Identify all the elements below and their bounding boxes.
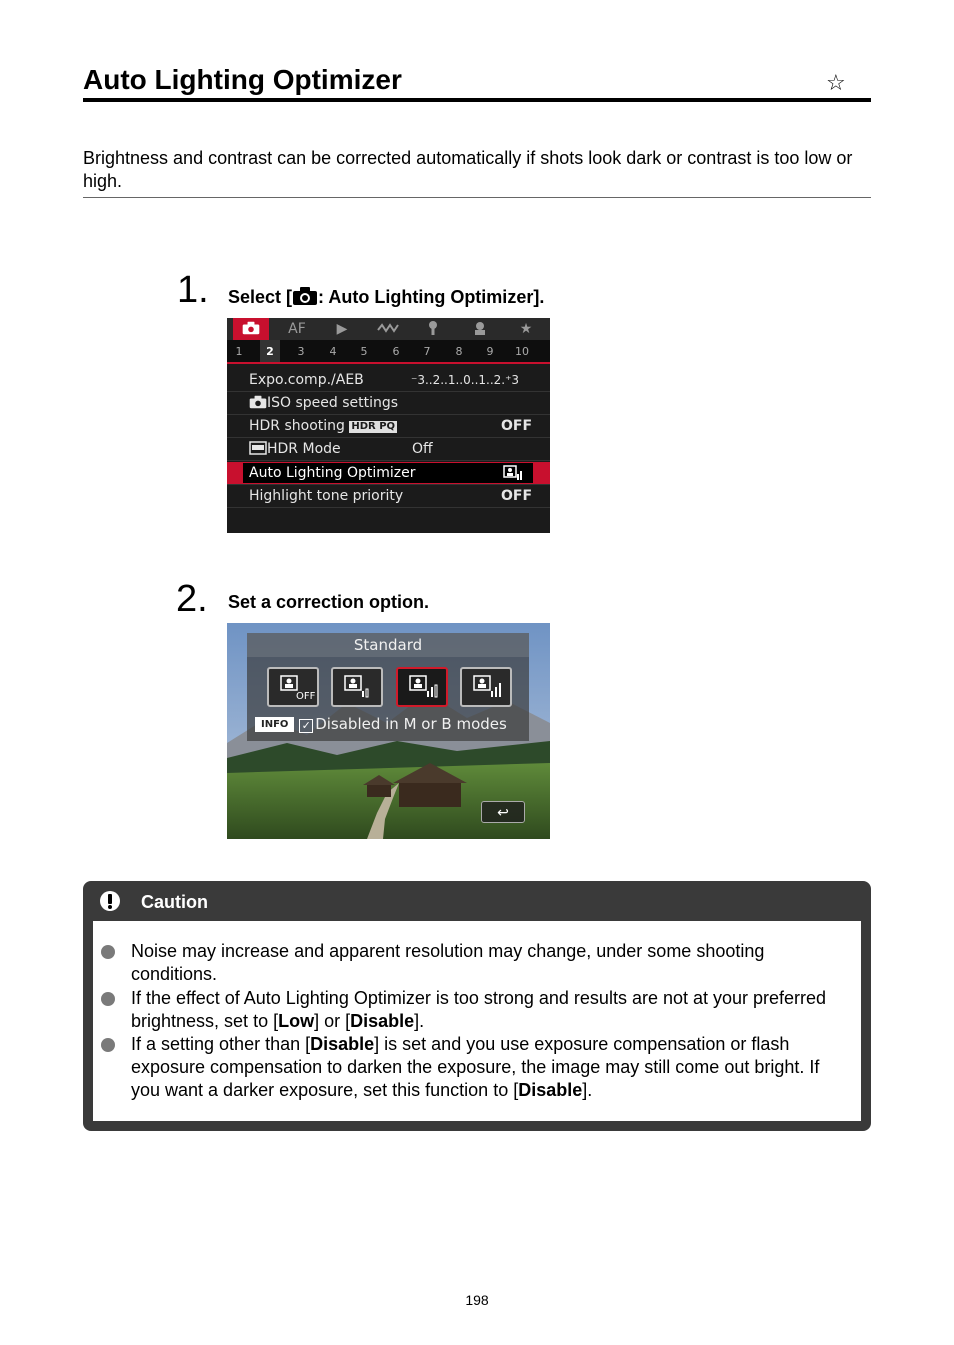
menu-row-hdr-shooting[interactable]: [227, 415, 550, 438]
caution-item-2: [131, 987, 851, 1033]
checkbox-checked-icon: ✓: [299, 719, 313, 733]
camera-menu-screen: [227, 318, 550, 533]
gear-person-icon: [473, 321, 487, 335]
alo-high-option[interactable]: [460, 667, 512, 707]
page-5[interactable]: 5: [360, 345, 368, 358]
bullet-icon: [101, 945, 115, 959]
page-6[interactable]: 6: [392, 345, 400, 358]
text-run: If a setting other than [: [131, 1034, 311, 1054]
hdr-pq-badge: HDR PQ: [351, 421, 396, 432]
page-9[interactable]: 9: [486, 345, 494, 358]
text-run: ] is set and you use exposure compensation or flash exposure compensation to darken the exposure, the image may still come out bright. If you want a darker exposure, set this function to [: [131, 1034, 820, 1100]
page-2[interactable]: 2: [260, 340, 280, 364]
caution-header: [83, 881, 871, 921]
tab-wireless[interactable]: [370, 318, 406, 340]
page-underline: [227, 362, 550, 364]
text-run: ].: [582, 1080, 593, 1100]
menu-row-label-wrap: [249, 438, 341, 460]
page-title: Auto Lighting Optimizer: [83, 64, 402, 95]
menu-page-indicator: [227, 340, 550, 364]
camera-icon: [249, 395, 267, 409]
caution-icon: [99, 890, 121, 912]
text-run: ] or [: [314, 1011, 351, 1031]
correction-option-screen: [227, 623, 550, 839]
caution-item-3: [131, 1033, 851, 1102]
star-icon: ☆: [826, 70, 846, 95]
step-2-text: Set a correction option.: [228, 592, 430, 612]
correction-options-panel: [247, 657, 529, 741]
tab-shooting[interactable]: [233, 318, 269, 340]
step-2-number: 2.: [176, 578, 208, 620]
menu-row-label: Highlight tone priority: [249, 488, 404, 504]
alo-low-icon: [333, 669, 381, 705]
menu-row-value: OFF: [501, 418, 533, 434]
menu-row-value: Off: [412, 441, 433, 457]
page-number: 198: [465, 1292, 489, 1308]
correction-heading: Standard: [247, 633, 529, 657]
step-1-text-after: : Auto Lighting Optimizer].: [318, 287, 545, 307]
disabled-in-m-b-label: Disabled in M or B modes: [315, 715, 507, 733]
caution-box: [83, 881, 871, 1131]
caution-body: [93, 921, 861, 1121]
page-3[interactable]: 3: [297, 345, 305, 358]
menu-row-expo-comp[interactable]: [227, 369, 550, 392]
page-4[interactable]: 4: [329, 345, 337, 358]
menu-row-label: HDR Mode: [267, 441, 341, 457]
svg-text:OFF: OFF: [296, 691, 316, 702]
menu-row-label: Auto Lighting Optimizer: [249, 465, 416, 481]
intro-paragraph: Brightness and contrast can be corrected automatically if shots look dark or contrast is too low or high.: [83, 148, 853, 191]
hdr-mode-icon: [249, 441, 267, 455]
menu-row-label-wrap: [249, 392, 398, 414]
camera-icon: [292, 286, 318, 306]
tab-playback[interactable]: ▶: [336, 321, 348, 337]
page-10[interactable]: 10: [515, 345, 529, 358]
wave-icon: [377, 322, 399, 334]
caution-title: Caution: [141, 892, 208, 912]
menu-row-value: ⁻3..2..1..0..1..2.⁺3: [411, 373, 520, 387]
step-1-number: 1.: [177, 269, 209, 311]
alo-standard-option[interactable]: [396, 667, 448, 707]
page-1[interactable]: 1: [235, 345, 243, 358]
disable-setting: Disable: [310, 1034, 375, 1054]
menu-row-label-wrap: [249, 415, 397, 437]
alo-off-option[interactable]: [267, 667, 319, 707]
tab-af[interactable]: AF: [288, 321, 306, 337]
disable-setting: Disable: [350, 1011, 415, 1031]
title-divider: [83, 98, 871, 102]
tab-custom[interactable]: [462, 318, 498, 340]
disabled-in-m-b-line[interactable]: [255, 713, 507, 735]
bullet-icon: [101, 992, 115, 1006]
menu-tab-bar: [227, 318, 550, 340]
page-7[interactable]: 7: [423, 345, 431, 358]
intro-divider: [83, 197, 871, 198]
wrench-icon: [427, 321, 439, 335]
menu-row-highlight-tone[interactable]: [227, 485, 550, 508]
alo-high-icon: [462, 669, 510, 705]
alo-low-option[interactable]: [331, 667, 383, 707]
alo-off-icon: [269, 669, 317, 705]
menu-row-iso[interactable]: [227, 392, 550, 415]
menu-row-label: Expo.comp./AEB: [249, 372, 364, 388]
back-button[interactable]: ↩: [481, 801, 525, 823]
alo-standard-icon: [398, 669, 446, 705]
page-8[interactable]: 8: [455, 345, 463, 358]
caution-item-1: Noise may increase and apparent resolution may change, under some shooting conditions.: [131, 941, 765, 984]
step-1-text-before: Select [: [228, 287, 293, 307]
menu-row-auto-lighting-optimizer[interactable]: [227, 462, 550, 485]
text-run: If the effect of Auto Lighting Optimizer is too strong and results are not at your preferred brightness, set to [: [131, 988, 827, 1031]
low-setting: Low: [278, 1011, 315, 1031]
camera-icon: [242, 321, 260, 335]
bullet-icon: [101, 1038, 115, 1052]
disable-setting: Disable: [518, 1080, 583, 1100]
menu-row-label: ISO speed settings: [267, 395, 399, 411]
text-run: ].: [414, 1011, 425, 1031]
menu-row-hdr-mode[interactable]: [227, 438, 550, 461]
menu-row-label: HDR shooting: [249, 418, 345, 434]
info-button-icon: INFO: [255, 717, 294, 732]
menu-row-value: OFF: [501, 488, 533, 504]
tab-my-menu[interactable]: ★: [519, 321, 533, 337]
step-1-text: [228, 285, 544, 309]
alo-standard-icon: [503, 465, 523, 488]
tab-setup[interactable]: [415, 318, 451, 340]
